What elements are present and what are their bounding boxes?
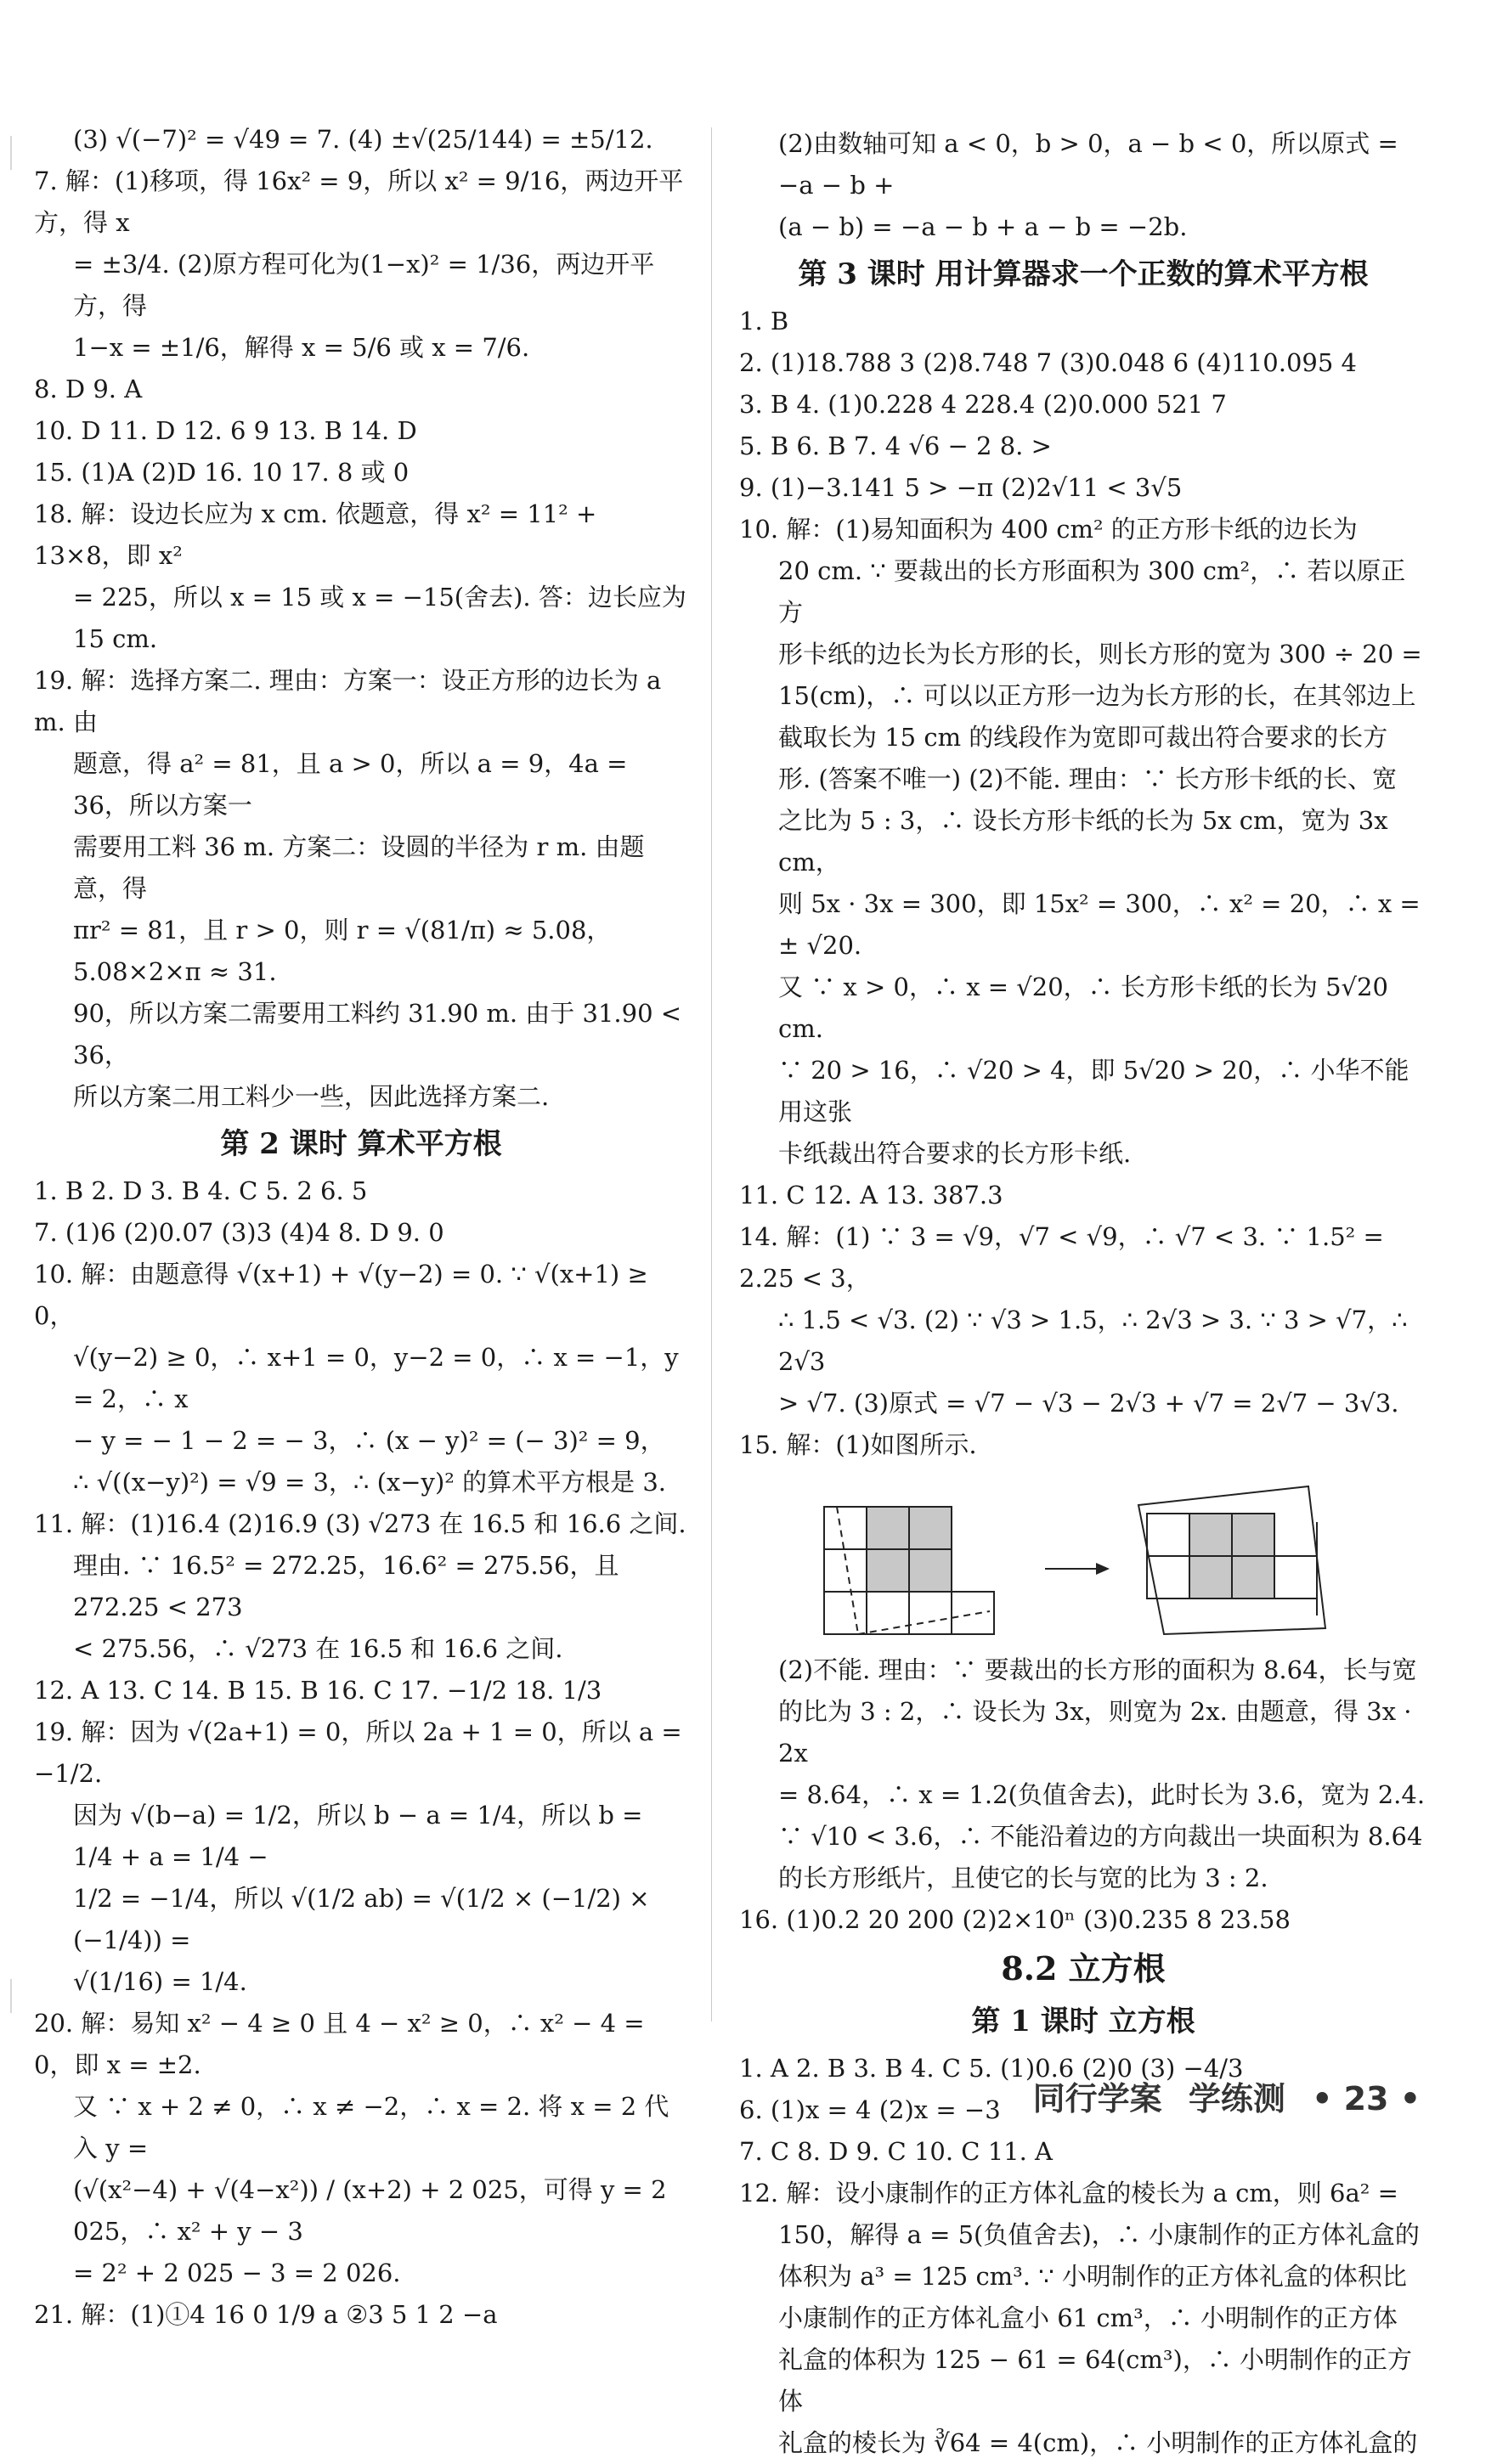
answer-line: = 225，所以 x = 15 或 x = −15(舍去). 答：边长应为 xyxy=(73,583,686,612)
answer-line: 截取长为 15 cm 的线段作为宽即可裁出符合要求的长方 xyxy=(778,723,1388,752)
grid-cut-figure xyxy=(739,1471,1427,1641)
answer-line: 8. D 9. A xyxy=(34,375,143,403)
answer-line: ∴ √((x−y)²) = √9 = 3，∴ (x−y)² 的算术平方根是 3. xyxy=(73,1468,666,1497)
answer-line: 90，所以方案二需要用工料约 31.90 m. 由于 31.90 < 36， xyxy=(73,999,682,1069)
answer-line: − y = − 1 − 2 = − 3，∴ (x − y)² = (− 3)² = 9， xyxy=(73,1426,665,1455)
answer-line: = 8.64，∴ x = 1.2(负值舍去)，此时长为 3.6，宽为 2.4. xyxy=(778,1780,1426,1809)
answer-line: 需要用工料 36 m. 方案二：设圆的半径为 r m. 由题意，得 xyxy=(73,832,645,903)
answer-line: 又 ∵ x > 0，∴ x = √20，∴ 长方形卡纸的长为 5√20 cm. xyxy=(778,973,1388,1043)
answer-line: 19. 解：因为 √(2a+1) = 0，所以 2a + 1 = 0，所以 a = −1/2. xyxy=(34,1717,682,1788)
answer-line: = 2² + 2 025 − 3 = 2 026. xyxy=(73,2258,401,2287)
answer-line: 15(cm)，∴ 可以以正方形一边为长方形的长，在其邻边上 xyxy=(778,681,1416,710)
answer-line: 1. B 2. D 3. B 4. C 5. 2 6. 5 xyxy=(34,1176,368,1205)
answer-line: 题意，得 a² = 81，且 a > 0，所以 a = 9，4a = 36，所以方案一 xyxy=(73,749,628,820)
answer-line: 的长方形纸片，且使它的长与宽的比为 3 : 2. xyxy=(778,1864,1268,1892)
answer-line: 14. 解：(1) ∵ 3 = √9，√7 < √9，∴ √7 < 3. ∵ 1.5² = 2.25 < 3， xyxy=(739,1222,1384,1293)
answer-line: 礼盒的棱长为 ∛64 = 4(cm)，∴ 小明制作的正方体礼盒的 xyxy=(778,2428,1418,2457)
answer-line: 20. 解：易知 x² − 4 ≥ 0 且 4 − x² ≥ 0，∴ x² − 4 = 0，即 x = ±2. xyxy=(34,2009,645,2079)
answer-line: 所以方案二用工料少一些，因此选择方案二. xyxy=(73,1082,550,1111)
answer-line: 7. (1)6 (2)0.07 (3)3 (4)4 8. D 9. 0 xyxy=(34,1218,444,1247)
answer-line: ∴ 1.5 < √3. (2) ∵ √3 > 1.5，∴ 2√3 > 3. ∵ 3 > √7，∴ 2√3 xyxy=(778,1305,1408,1376)
answer-line: (3) √(−7)² = √49 = 7. (4) ±√(25/144) = ±5/12. xyxy=(73,125,653,154)
answer-line: 7. C 8. D 9. C 10. C 11. A xyxy=(739,2137,1053,2166)
edge-mark xyxy=(10,136,12,170)
answer-line: 10. 解：(1)易知面积为 400 cm² 的正方形卡纸的边长为 xyxy=(739,515,1358,544)
arrow-icon xyxy=(1045,1563,1110,1575)
section-title: 第 3 课时 用计算器求一个正数的算术平方根 xyxy=(798,257,1369,291)
answer-line: 形卡纸的边长为长方形的长，则长方形的宽为 300 ÷ 20 = xyxy=(778,640,1422,668)
answer-line: (2)由数轴可知 a < 0，b > 0，a − b < 0，所以原式 = −a − b + xyxy=(778,129,1398,200)
answer-line: 9. (1)−3.141 5 > −π (2)2√11 < 3√5 xyxy=(739,473,1183,502)
section-title: 第 2 课时 算术平方根 xyxy=(220,1127,502,1161)
answer-line: 1. A 2. B 3. B 4. C 5. (1)0.6 (2)0 (3) −4/3 xyxy=(739,2054,1244,2083)
answer-line: 2. (1)18.788 3 (2)8.748 7 (3)0.048 6 (4)110.095 4 xyxy=(739,348,1357,377)
answer-line: 15. 解：(1)如图所示. xyxy=(739,1430,977,1459)
column-divider xyxy=(711,127,712,2021)
answer-line: 之比为 5 : 3，∴ 设长方形卡纸的长为 5x cm，宽为 3x cm， xyxy=(778,806,1388,877)
answer-line: 理由. ∵ 16.5² = 272.25，16.6² = 275.56，且 272.25 < 273 xyxy=(73,1551,619,1621)
chapter-title: 8.2 立方根 xyxy=(1001,1949,1166,1988)
answer-line: 6. (1)x = 4 (2)x = −3 xyxy=(739,2095,1001,2124)
answer-line: 7. 解：(1)移项，得 16x² = 9，所以 x² = 9/16，两边开平方，得 x xyxy=(34,166,684,237)
grid-before xyxy=(824,1507,994,1634)
series-name: 学练测 xyxy=(1188,2080,1285,2117)
answer-line: < 275.56，∴ √273 在 16.5 和 16.6 之间. xyxy=(73,1634,563,1663)
answer-line: = ±3/4. (2)原方程可化为(1−x)² = 1/36，两边开平方，得 xyxy=(73,250,655,320)
grid-cut-diagram xyxy=(739,1471,1427,1641)
answer-line: 5. B 6. B 7. 4 √6 − 2 8. > xyxy=(739,431,1052,460)
answer-line: 1−x = ±1/6，解得 x = 5/6 或 x = 7/6. xyxy=(73,333,530,362)
answer-line: √(y−2) ≥ 0，∴ x+1 = 0，y−2 = 0，∴ x = −1，y = 2，∴ x xyxy=(73,1343,679,1413)
answer-line: 10. D 11. D 12. 6 9 13. B 14. D xyxy=(34,416,417,445)
answer-line: 的比为 3 : 2，∴ 设长为 3x，则宽为 2x. 由题意，得 3x · 2x xyxy=(778,1697,1412,1768)
answer-line: 则 5x · 3x = 300，即 15x² = 300，∴ x² = 20，∴ x = ± √20. xyxy=(778,889,1421,960)
answer-line: (2)不能. 理由：∵ 要裁出的长方形的面积为 8.64，长与宽 xyxy=(778,1655,1417,1684)
answer-line: (a − b) = −a − b + a − b = −2b. xyxy=(778,212,1188,241)
answer-line: ∵ 20 > 16，∴ √20 > 4，即 5√20 > 20，∴ 小华不能用这张 xyxy=(778,1056,1409,1126)
answer-line: 12. 解：设小康制作的正方体礼盒的棱长为 a cm，则 6a² = xyxy=(739,2179,1398,2207)
answer-line: 因为 √(b−a) = 1/2，所以 b − a = 1/4，所以 b = 1/4 + a = 1/4 − xyxy=(73,1801,643,1871)
answer-line: 礼盒的体积为 125 − 61 = 64(cm³)，∴ 小明制作的正方体 xyxy=(778,2345,1413,2416)
answer-line: 卡纸裁出符合要求的长方形卡纸. xyxy=(778,1139,1132,1168)
answer-line: √(1/16) = 1/4. xyxy=(73,1967,247,1996)
answer-line: 150，解得 a = 5(负值舍去)，∴ 小康制作的正方体礼盒的 xyxy=(778,2220,1420,2249)
answer-line: 小康制作的正方体礼盒小 61 cm³，∴ 小明制作的正方体 xyxy=(778,2303,1398,2332)
answer-line: 18. 解：设边长应为 x cm. 依题意，得 x² = 11² + 13×8，即 x² xyxy=(34,499,597,570)
answer-line: 21. 解：(1)①4 16 0 1/9 a ②3 5 1 2 −a xyxy=(34,2300,498,2329)
answer-line: ∵ √10 < 3.6，∴ 不能沿着边的方向裁出一块面积为 8.64 xyxy=(778,1822,1423,1851)
page-footer xyxy=(1018,2072,1421,2119)
edge-mark xyxy=(10,1979,12,2013)
section-title: 第 1 课时 立方根 xyxy=(971,2004,1195,2038)
left-column xyxy=(34,119,688,2336)
answer-line: 15. (1)A (2)D 16. 10 17. 8 或 0 xyxy=(34,458,410,487)
answer-line: 12. A 13. C 14. B 15. B 16. C 17. −1/2 18. 1/3 xyxy=(34,1676,602,1705)
answer-line: 11. 解：(1)16.4 (2)16.9 (3) √273 在 16.5 和 16.6 之间. xyxy=(34,1509,686,1538)
answer-line: > √7. (3)原式 = √7 − √3 − 2√3 + √7 = 2√7 − 3√3. xyxy=(778,1389,1399,1418)
answer-line: 1/2 = −1/4，所以 √(1/2 ab) = √(1/2 × (−1/2) × (−1/4)) = xyxy=(73,1884,650,1954)
answer-line: 20 cm. ∵ 要裁出的长方形面积为 300 cm²，∴ 若以原正方 xyxy=(778,556,1406,627)
answer-line: πr² = 81，且 r > 0，则 r = √(81/π) ≈ 5.08，5.08×2×π ≈ 31. xyxy=(73,916,612,986)
grid-after xyxy=(1138,1486,1325,1634)
answer-line: 3. B 4. (1)0.228 4 228.4 (2)0.000 521 7 xyxy=(739,390,1227,419)
answer-line: 16. (1)0.2 20 200 (2)2×10ⁿ (3)0.235 8 23.58 xyxy=(739,1905,1291,1934)
answer-line: 19. 解：选择方案二. 理由：方案一：设正方形的边长为 a m. 由 xyxy=(34,666,662,736)
answer-line: (√(x²−4) + √(4−x²)) / (x+2) + 2 025，可得 y = 2 025，∴ x² + y − 3 xyxy=(73,2175,667,2246)
answer-line: 1. B xyxy=(739,307,789,335)
answer-line: 10. 解：由题意得 √(x+1) + √(y−2) = 0. ∵ √(x+1) ≥ 0， xyxy=(34,1260,648,1330)
page-number: • 23 • xyxy=(1312,2080,1421,2117)
answer-line: 15 cm. xyxy=(73,624,158,653)
answer-line: 体积为 a³ = 125 cm³. ∵ 小明制作的正方体礼盒的体积比 xyxy=(778,2262,1407,2291)
answer-line: 又 ∵ x + 2 ≠ 0，∴ x ≠ −2，∴ x = 2. 将 x = 2 代入 y = xyxy=(73,2092,669,2162)
answer-line: 11. C 12. A 13. 387.3 xyxy=(739,1181,1003,1209)
brand-name: 同行学案 xyxy=(1032,2080,1162,2117)
answer-line: 形. (答案不唯一) (2)不能. 理由：∵ 长方形卡纸的长、宽 xyxy=(778,764,1398,793)
